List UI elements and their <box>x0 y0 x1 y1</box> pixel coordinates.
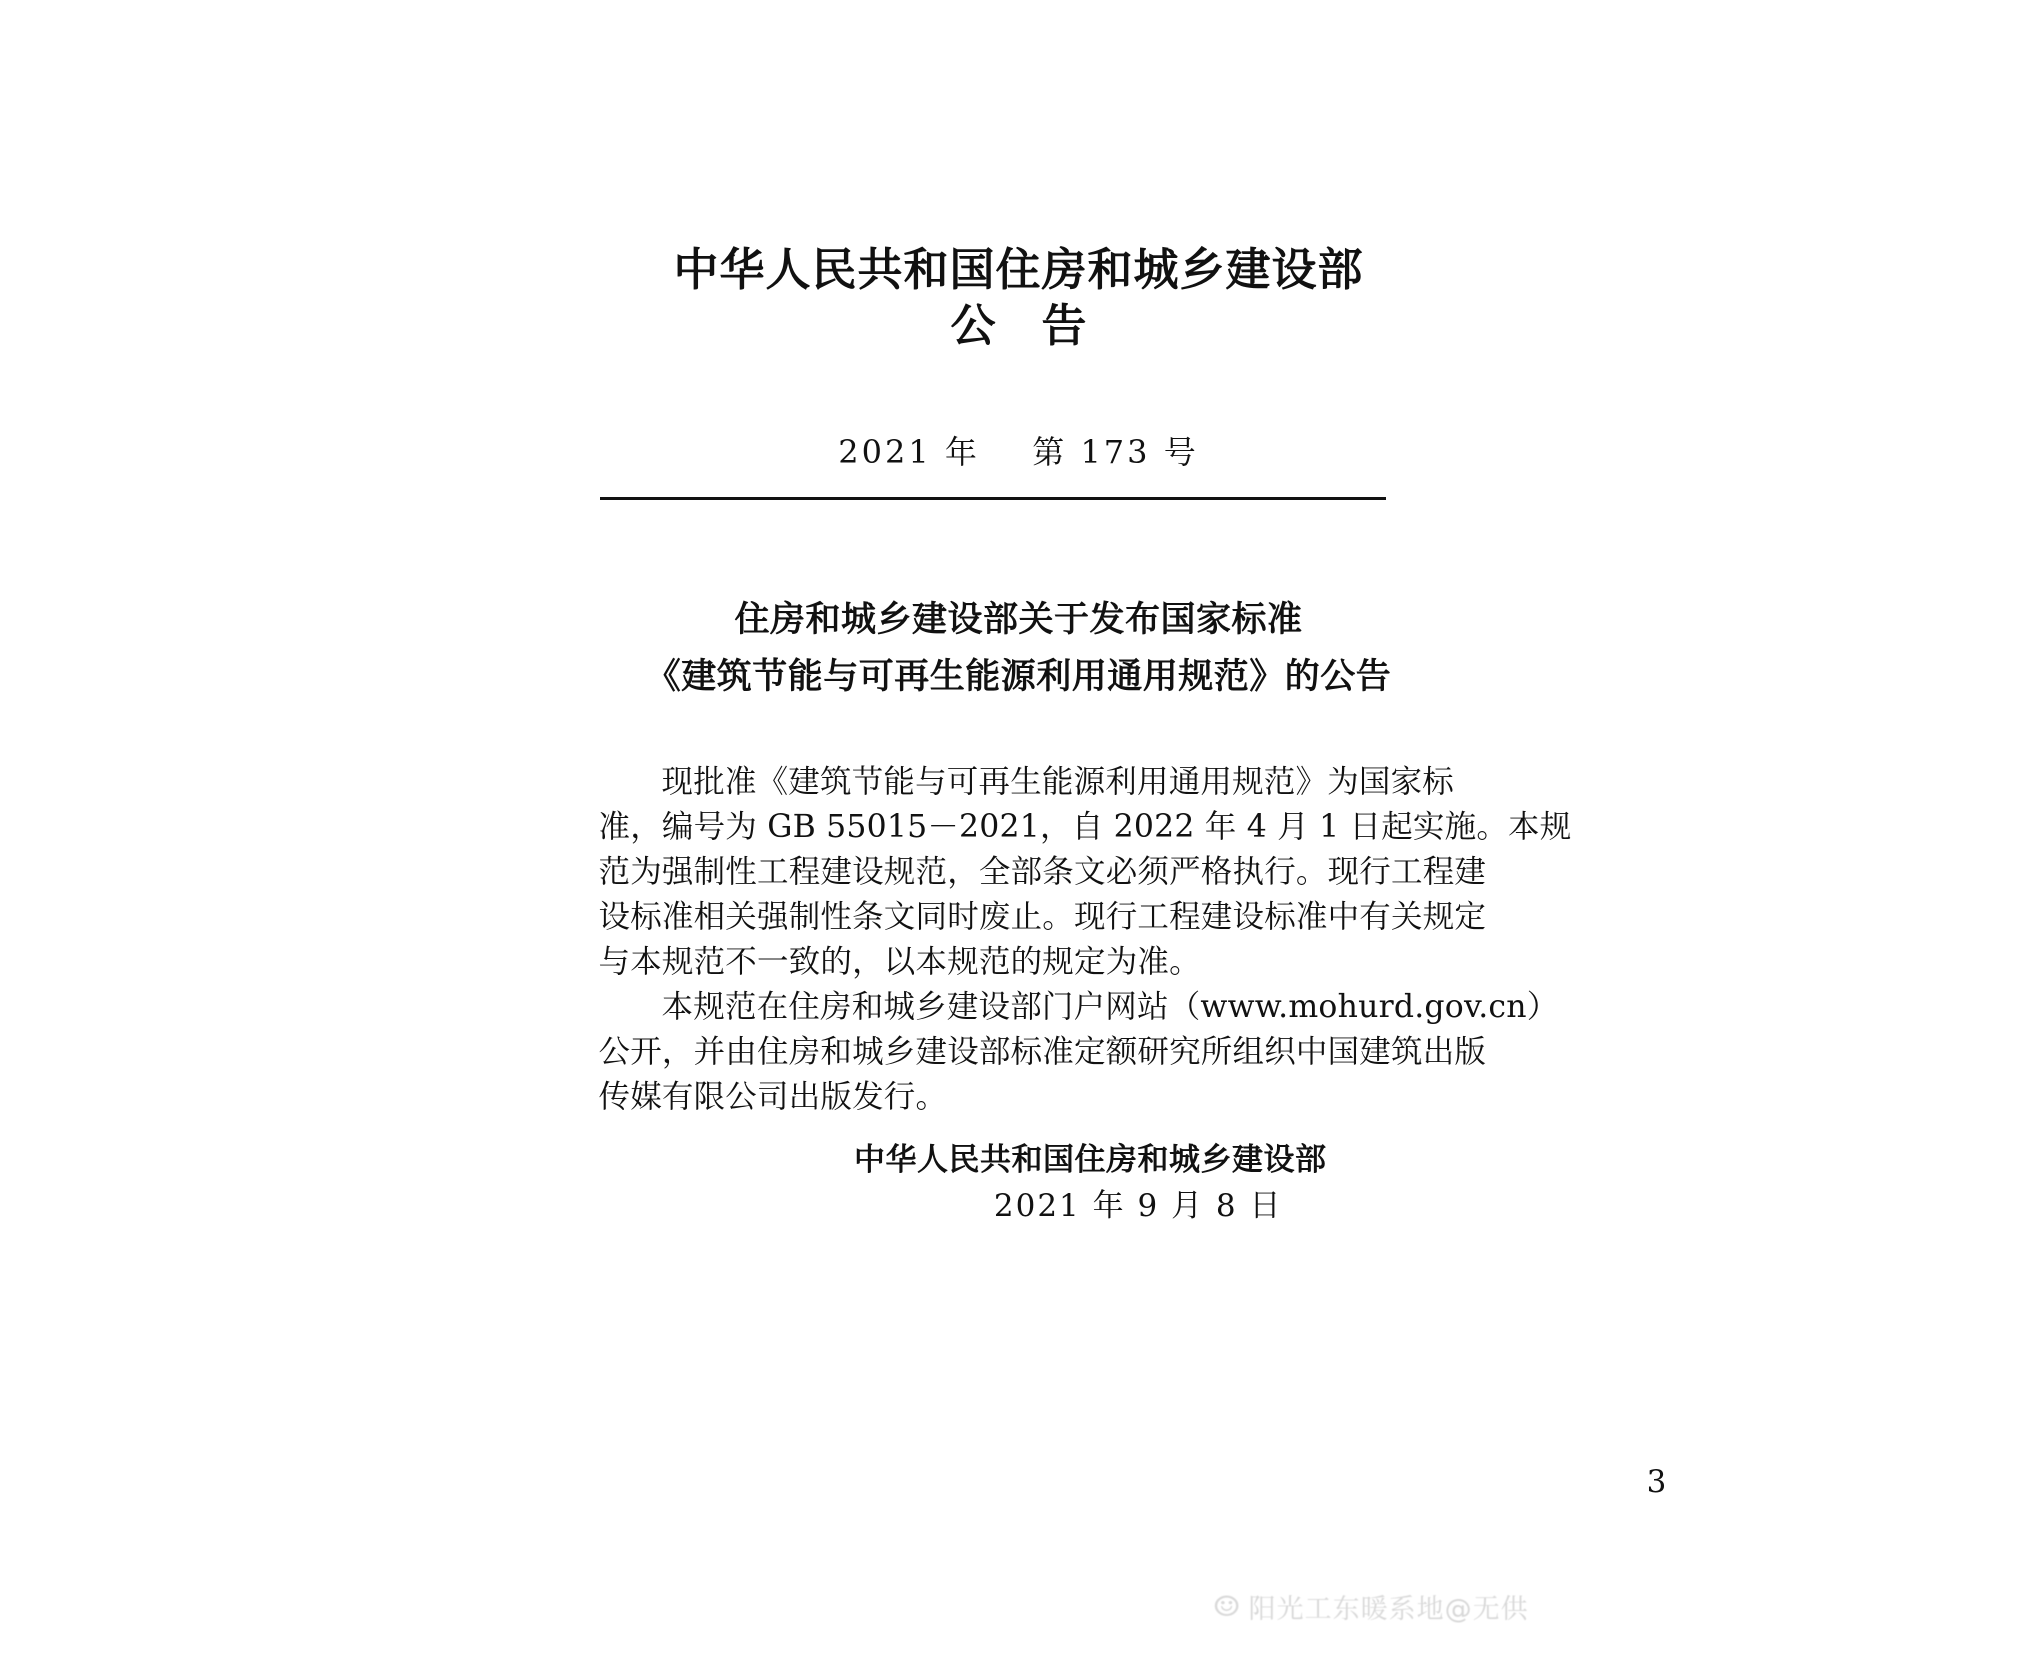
issue-number: 第 173 号 <box>1032 433 1199 471</box>
paragraph-1-line-1-text: 现批准《建筑节能与可再生能源利用通用规范》为国家标 <box>661 764 1455 800</box>
issue-year: 2021 年 <box>838 433 980 471</box>
paragraph-1-line-4: 设标准相关强制性条文同时废止。现行工程建设标准中有关规定 <box>598 899 1487 935</box>
signature-date: 2021 年 9 月 8 日 <box>993 1187 1283 1224</box>
document-heading <box>479 592 1559 705</box>
watermark <box>1211 1587 1529 1626</box>
paragraph-1-line-3: 范为强制性工程建设规范，全部条文必须严格执行。现行工程建 <box>598 854 1487 890</box>
announcement-label: 公告 <box>950 299 1133 353</box>
paragraph-2-line-3: 传媒有限公司出版发行。 <box>598 1079 948 1115</box>
document-heading-line-2: 《建筑节能与可再生能源利用通用规范》的公告 <box>645 655 1392 697</box>
paragraph-2-line-1-text: 本规范在住房和城乡建设部门户网站（www.mohurd.gov.cn） <box>661 989 1559 1025</box>
document-page <box>479 0 1667 1664</box>
document-body <box>598 760 1572 1120</box>
body-paragraph-2 <box>598 985 1559 1120</box>
page-number: 3 <box>1646 1464 1667 1500</box>
body-paragraph-1 <box>598 760 1572 985</box>
paragraph-1-line-2: 准，编号为 GB 55015－2021，自 2022 年 4 月 1 日起实施。本规 <box>598 809 1572 845</box>
ministry-title: 中华人民共和国住房和城乡建设部 <box>673 243 1364 296</box>
document-heading-line-1: 住房和城乡建设部关于发布国家标准 <box>734 599 1303 640</box>
masthead <box>479 243 1559 357</box>
paragraph-1-line-5: 与本规范不一致的，以本规范的规定为准。 <box>598 944 1201 980</box>
watermark-text: 阳光工东暖系地@无供 <box>1248 1594 1529 1625</box>
paragraph-2-line-2: 公开，并由住房和城乡建设部标准定额研究所组织中国建筑出版 <box>598 1034 1487 1070</box>
paragraph-2-line-1 <box>599 985 1559 1030</box>
issue-line <box>479 427 1559 473</box>
signature-block <box>599 1138 1389 1229</box>
header-divider <box>600 497 1386 500</box>
paragraph-1-line-1 <box>599 760 1455 805</box>
wechat-icon: ☺ <box>1211 1589 1241 1623</box>
signature-organization: 中华人民共和国住房和城乡建设部 <box>854 1142 1327 1178</box>
